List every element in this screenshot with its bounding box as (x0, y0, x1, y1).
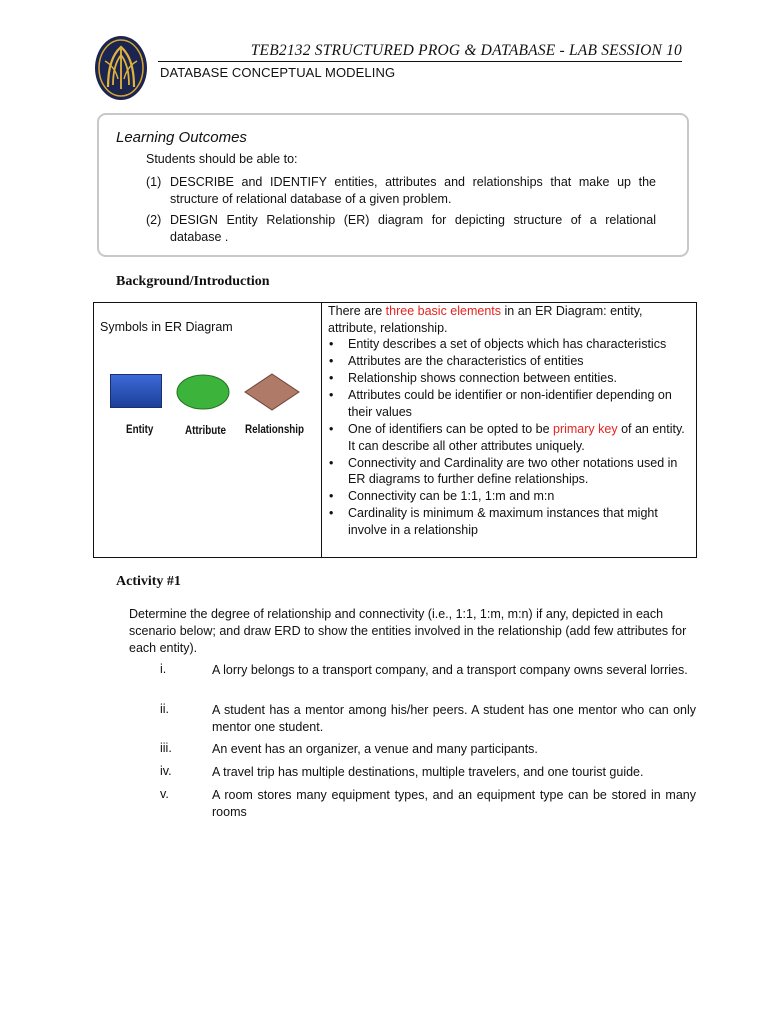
learning-outcomes-intro: Students should be able to: (146, 152, 298, 166)
background-heading: Background/Introduction (116, 274, 270, 289)
document-subtitle: DATABASE CONCEPTUAL MODELING (160, 65, 396, 80)
scenario-text: A travel trip has multiple destinations, multiple travelers, and one tourist guide. (212, 765, 644, 779)
scenario-number: iii. (160, 741, 172, 755)
symbols-label: Symbols in ER Diagram (100, 320, 233, 334)
list-item: • Relationship shows connection between entities. (328, 370, 690, 387)
list-item: • Connectivity can be 1:1, 1:m and m:n (328, 488, 690, 505)
entity-symbol (110, 374, 162, 408)
intro-text-part: There are (328, 304, 386, 318)
outcome-text: DESCRIBE and IDENTIFY entities, attributes and relationships that make up the structure of relational database of a given problem. (170, 175, 656, 206)
attribute-caption: Attribute (185, 423, 226, 437)
document-title: TEB2132 STRUCTURED PROG & DATABASE - LAB SESSION 10 (158, 42, 682, 62)
list-item: • Cardinality is minimum & maximum instances that might involve in a relationship (328, 505, 690, 538)
scenario-text: A student has a mentor among his/her peers. A student has one mentor who can only mentor one student. (212, 703, 696, 734)
scenario-text: A room stores many equipment types, and an equipment type can be stored in many rooms (212, 788, 696, 819)
outcome-text: DESIGN Entity Relationship (ER) diagram for depicting structure of a relational database . (170, 213, 656, 244)
activity-heading: Activity #1 (116, 574, 181, 589)
list-item: • Attributes are the characteristics of entities (328, 353, 690, 370)
relationship-caption: Relationship (245, 422, 305, 436)
intro-text-part: in an ER Diagram: entity, attribute, relationship. (328, 304, 643, 335)
bullet-text-part: One of identifiers can be opted to be (348, 421, 553, 436)
list-item: • Entity describes a set of objects which has characteristics (328, 336, 690, 353)
learning-outcomes-title: Learning Outcomes (116, 129, 247, 146)
list-item: • Attributes could be identifier or non-identifier depending on their values (328, 387, 690, 420)
university-crest-icon (94, 35, 148, 101)
highlight-text: primary key (553, 421, 618, 436)
outcome-number: (2) (146, 213, 162, 227)
scenario-text: A lorry belongs to a transport company, and a transport company owns several lorries. (212, 663, 688, 677)
attribute-symbol (175, 372, 231, 412)
er-intro-text (328, 303, 690, 336)
outcome-number: (1) (146, 175, 162, 189)
scenario-number: v. (160, 787, 169, 801)
table-divider (321, 302, 322, 558)
bullet-text-part: of an entity. It can describe all other attributes uniquely. (348, 421, 685, 453)
scenario-text: An event has an organizer, a venue and many participants. (212, 742, 538, 756)
scenario-number: iv. (160, 764, 172, 778)
learning-outcome-item (146, 212, 656, 245)
list-item (328, 421, 690, 454)
activity-description: Determine the degree of relationship and connectivity (i.e., 1:1, 1:m, m:n) if any, depicted in each scenario below; and draw ERD to show the entities involved in the relationship (add few attributes for each entity). (129, 607, 687, 655)
relationship-symbol (243, 372, 301, 412)
entity-caption: Entity (126, 422, 154, 436)
learning-outcome-item (146, 174, 656, 207)
scenario-number: ii. (160, 702, 170, 716)
list-item: • Connectivity and Cardinality are two other notations used in ER diagrams to further define relationships. (328, 455, 690, 488)
scenario-number: i. (160, 662, 167, 676)
highlight-text: three basic elements (385, 304, 502, 318)
er-bullet-list (328, 336, 690, 539)
